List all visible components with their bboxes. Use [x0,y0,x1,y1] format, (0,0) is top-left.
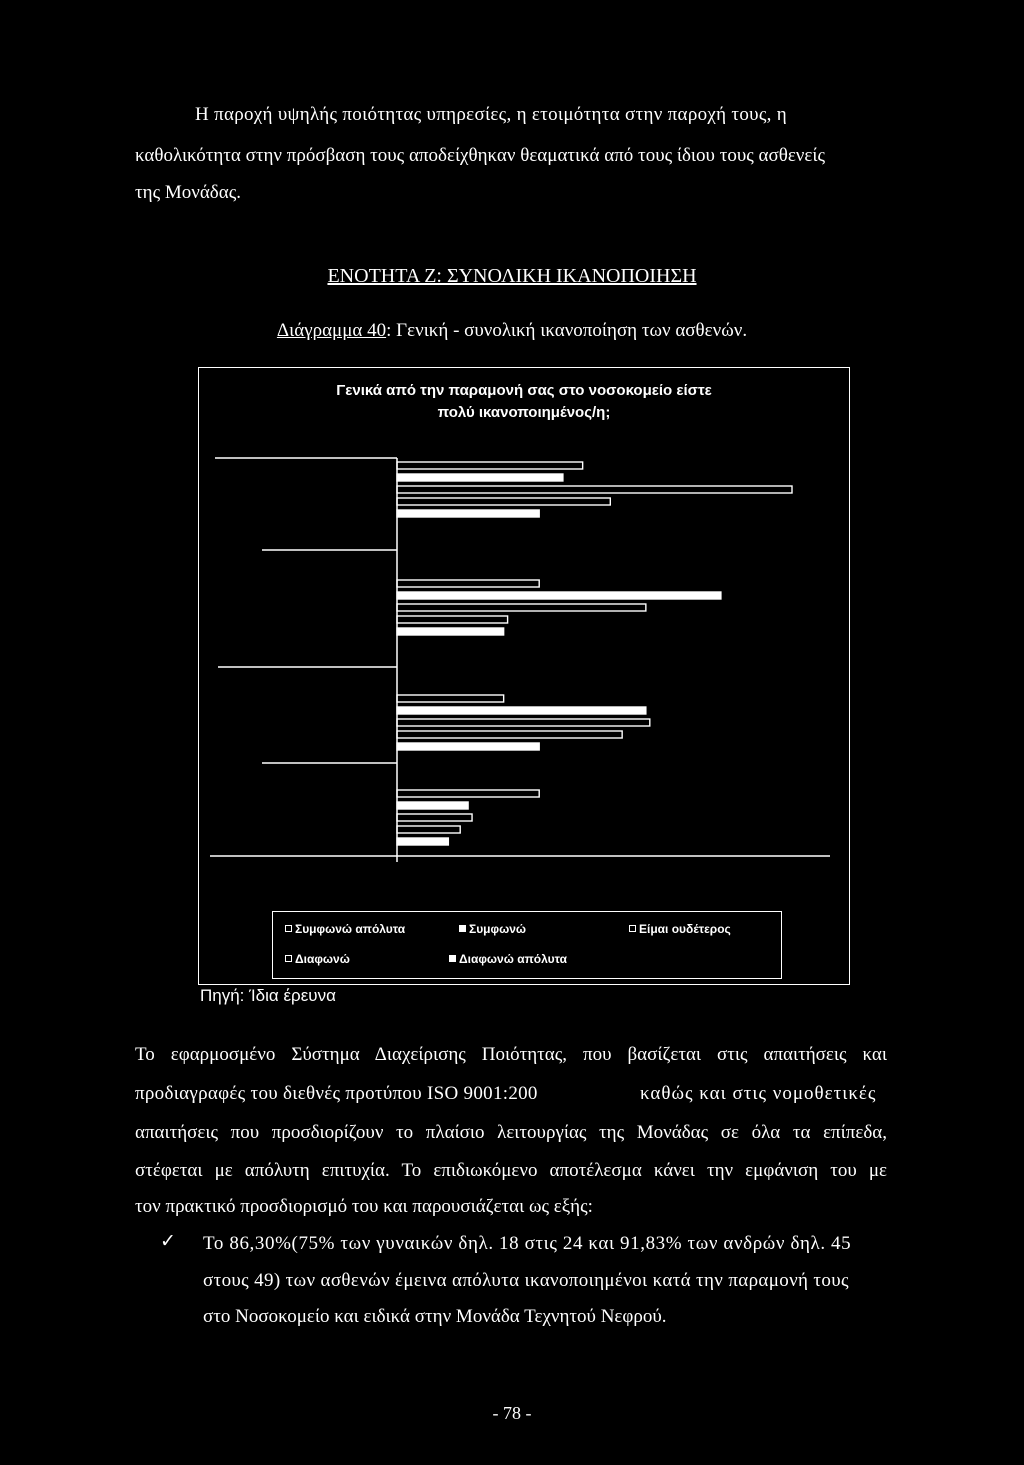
legend-swatch-hollow-icon [285,925,292,932]
legend-label: Διαφωνώ [295,952,350,966]
intro-line-1: Η παροχή υψηλής ποιότητας υπηρεσίες, η ετοιμότητα στην παροχή τους, η [195,104,788,125]
section-heading: ΕΝΟΤΗΤΑ Ζ: ΣΥΝΟΛΙΚΗ ΙΚΑΝΟΠΟΙΗΣΗ [327,265,697,287]
bar-group-1-series-5 [397,510,539,517]
intro-line-3: της Μονάδας. [135,182,241,203]
bullet-line-2: στους 49) των ασθενών έμεινα απόλυτα ικανοποιημένοι κατά την παραμονή τους [203,1270,849,1291]
body-line-2b: καθώς και στις νομοθετικές [640,1083,877,1104]
bar-group-2-series-1 [397,580,539,587]
bar-group-2-series-4 [397,616,508,623]
legend-swatch-solid-icon [449,955,456,962]
legend-label: Διαφωνώ απόλυτα [459,952,567,966]
figure-caption-label: Διάγραμμα 40 [276,320,387,341]
legend-item-5 [449,952,567,966]
page-number: - 78 - [492,1403,532,1423]
intro-line-2: καθολικότητα στην πρόσβαση τους αποδείχθηκαν θεαματικά από τους ίδιου τους ασθενείς [135,145,826,166]
bar-group-3-series-3 [397,719,650,726]
body-line-2a: προδιαγραφές του διεθνές προτύπου ISO 9001:200 [135,1083,538,1104]
checkmark-icon: ✓ [160,1231,176,1252]
bar-group-1-series-4 [397,498,610,505]
bar-group-3-series-1 [397,695,504,702]
legend-item-2 [459,922,526,936]
legend-swatch-hollow-icon [285,955,292,962]
legend-item-1 [285,922,405,936]
body-line-3: απαιτήσεις που προσδιορίζουν το πλαίσιο λειτουργίας της Μονάδας σε όλα τα επίπεδα, [135,1122,887,1143]
chart-source: Πηγή: Ίδια έρευνα [200,986,336,1005]
bar-group-4-series-1 [397,790,539,797]
figure-caption-text: : Γενική - συνολική ικανοποίηση των ασθενών. [386,320,748,341]
bullet-line-3: στο Νοσοκομείο και ειδικά στην Μονάδα Τεχνητού Νεφρού. [203,1306,667,1327]
chart-title-line-1: Γενικά από την παραμονή σας στο νοσοκομείο είστε [336,382,712,399]
legend-label: Συμφωνώ [469,922,527,936]
chart-title-line-2: πολύ ικανοποιημένος/η; [437,404,611,421]
legend-label: Συμφωνώ απόλυτα [295,922,406,936]
bar-group-4-series-5 [397,838,448,845]
bar-group-1-series-3 [397,486,792,493]
chart-legend [272,911,782,979]
legend-swatch-hollow-icon [629,925,636,932]
bar-group-2-series-5 [397,628,504,635]
bar-group-4-series-4 [397,826,460,833]
legend-label: Είμαι ουδέτερος [639,922,731,936]
body-line-1: Το εφαρμοσμένο Σύστημα Διαχείρισης Ποιότητας, που βασίζεται στις απαιτήσεις και [135,1044,887,1065]
legend-item-3 [629,922,731,936]
bar-group-4-series-3 [397,814,472,821]
bar-group-2-series-3 [397,604,646,611]
body-line-4: στέφεται με απόλυτη επιτυχία. Το επιδιωκόμενο αποτέλεσμα κάνει την εμφάνιση του με [135,1160,887,1181]
bar-group-1-series-1 [397,462,583,469]
bar-group-1-series-2 [397,474,563,481]
bar-group-3-series-2 [397,707,646,714]
bar-group-3-series-5 [397,743,539,750]
bar-group-3-series-4 [397,731,622,738]
legend-swatch-solid-icon [459,925,466,932]
legend-item-4 [285,952,350,966]
bar-group-2-series-2 [397,592,721,599]
body-line-5: τον πρακτικό προσδιορισμό του και παρουσιάζεται ως εξής: [135,1196,593,1217]
bullet-line-1: Το 86,30%(75% των γυναικών δηλ. 18 στις 24 και 91,83% των ανδρών δηλ. 45 [203,1233,852,1254]
bar-group-4-series-2 [397,802,468,809]
